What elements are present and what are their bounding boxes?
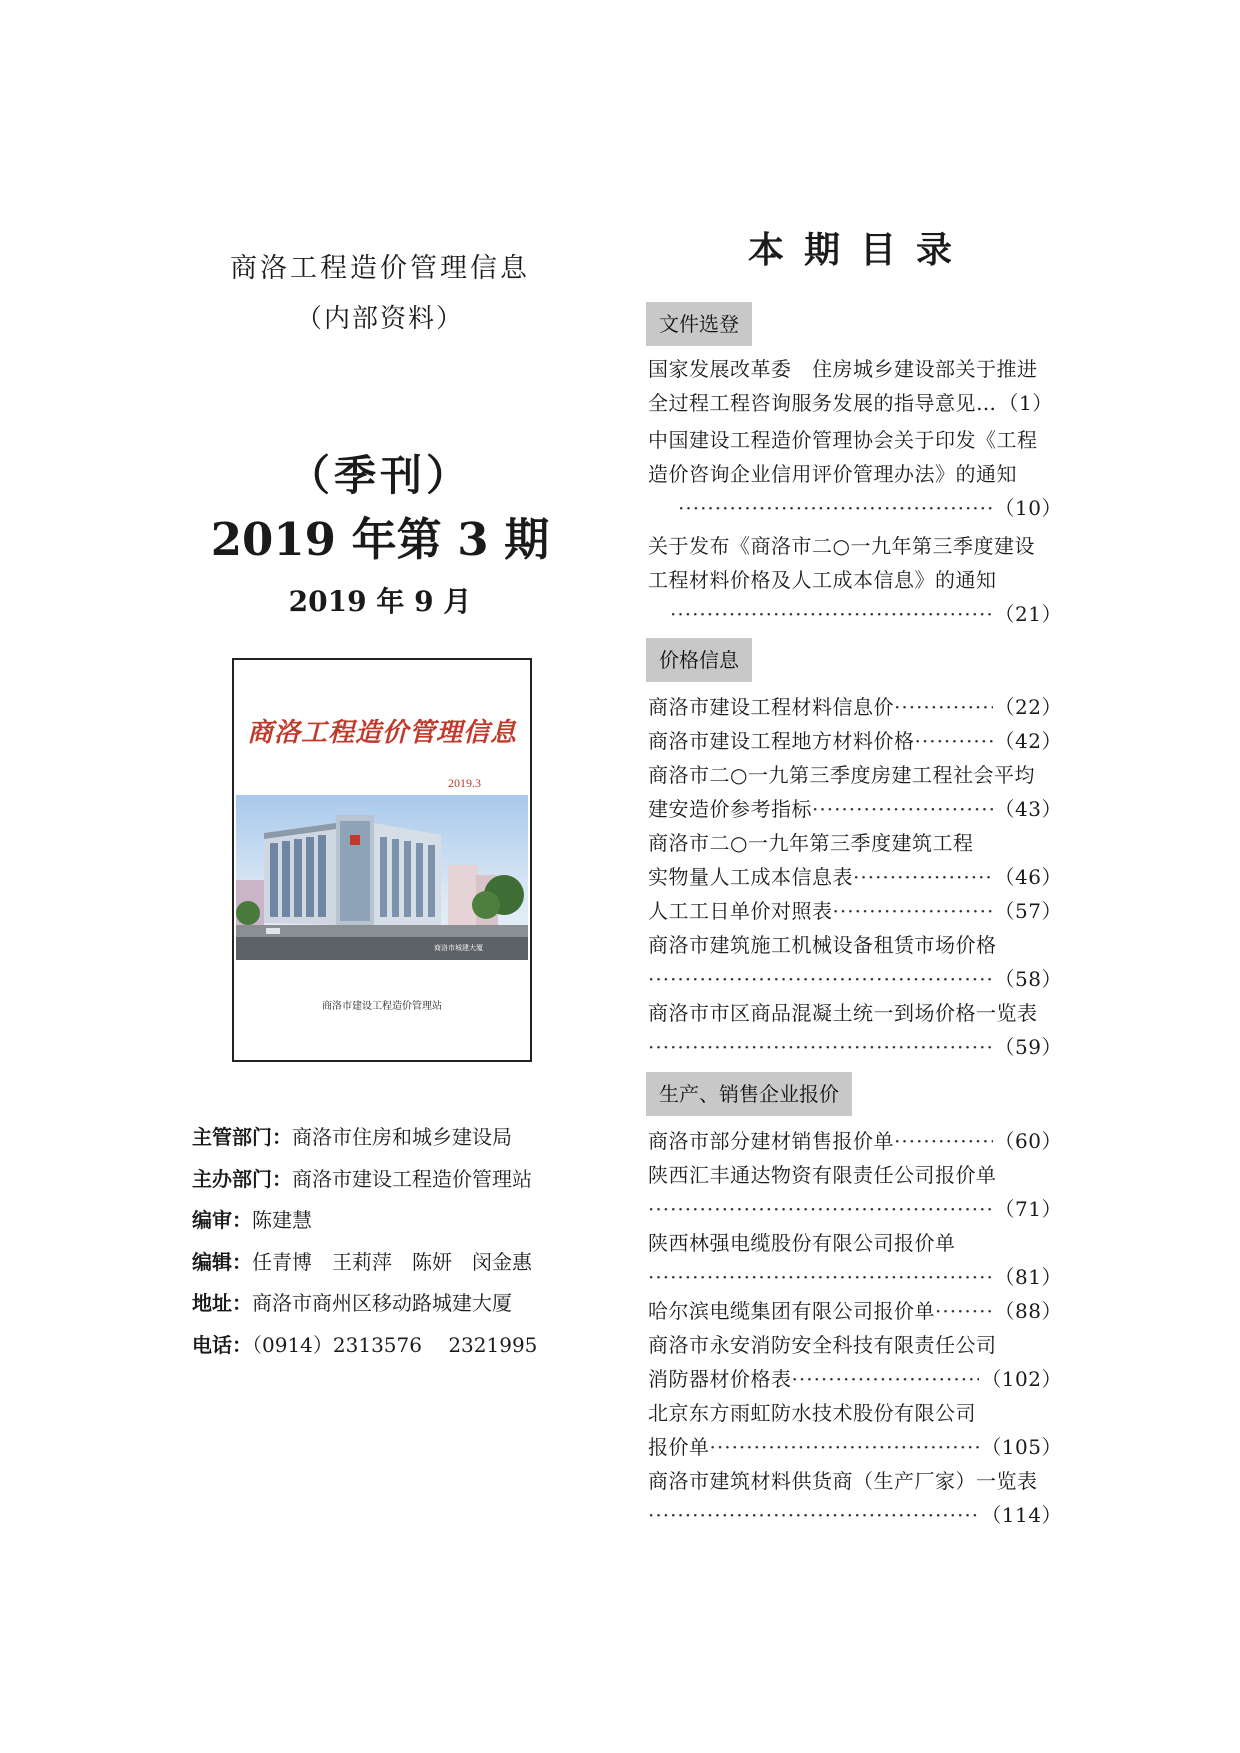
toc-page-number: （59）	[994, 1035, 1062, 1059]
toc-title: 本期目录	[747, 230, 972, 271]
toc-entry[interactable]: 商洛市建筑施工机械设备租赁市场价格 ····· （58）	[648, 928, 1062, 996]
toc-entry[interactable]: 商洛市建筑材料供货商（生产厂家）一览表 ····· （114）	[648, 1464, 1062, 1532]
toc-entry[interactable]: 商洛市市区商品混凝土统一到场价格一览表 ····· （59）	[648, 996, 1062, 1064]
toc-page-number: （22）	[994, 695, 1062, 719]
toc-entry[interactable]: 哈尔滨电缆集团有限公司报价单 ····· （88）	[648, 1294, 1062, 1328]
toc-page-number: （88）	[994, 1299, 1062, 1323]
toc-section-heading: 价格信息	[646, 638, 752, 682]
toc-entry[interactable]: 关于发布《商洛市二○一九年第三季度建设 工程材料价格及人工成本信息》的通知 ····· （21）	[648, 529, 1062, 631]
toc-entry[interactable]: 商洛市二○一九年第三季度建筑工程 实物量人工成本信息表 ····· （46）	[648, 826, 1062, 894]
toc-page-number: （71）	[994, 1197, 1062, 1221]
toc-page-number: （57）	[994, 899, 1062, 923]
credit-supervisor: 主管部门：商洛市住房和城乡建设局	[192, 1125, 512, 1149]
toc-page-number: （21）	[994, 602, 1062, 626]
credit-address: 地址：商洛市商州区移动路城建大厦	[192, 1291, 512, 1315]
cover-building-sign: 商洛市城建大厦	[434, 944, 483, 952]
cover-building-photo	[236, 795, 528, 960]
credit-phone: 电话：（0914）2313576 2321995	[192, 1332, 538, 1357]
cover-issue-mark: 2019.3	[448, 776, 481, 790]
toc-entry[interactable]: 陕西汇丰通达物资有限责任公司报价单 ····· （71）	[648, 1158, 1062, 1226]
credits-block	[192, 1117, 612, 1366]
toc-entry[interactable]: 陕西林强电缆股份有限公司报价单 ····· （81）	[648, 1226, 1062, 1294]
publication-name: 商洛工程造价管理信息	[230, 253, 530, 284]
toc-entry[interactable]: 商洛市永安消防安全科技有限责任公司 消防器材价格表 ····· （102）	[648, 1328, 1062, 1396]
toc-entry[interactable]: 商洛市建设工程材料信息价 ····· （22）	[648, 690, 1062, 724]
toc-entry[interactable]: 商洛市部分建材销售报价单 ····· （60）	[648, 1124, 1062, 1158]
toc-entry[interactable]: 北京东方雨虹防水技术股份有限公司 报价单 ····· （105）	[648, 1396, 1062, 1464]
toc-page-number: （58）	[994, 967, 1062, 991]
credit-editors: 编辑：任青博 王莉萍 陈妍 闵金惠	[192, 1249, 532, 1274]
toc-section-heading: 文件选登	[646, 302, 752, 346]
toc-page-number: （114）	[981, 1503, 1062, 1527]
toc-entry[interactable]: 中国建设工程造价管理协会关于印发《工程 造价咨询企业信用评价管理办法》的通知 ····· （10）	[648, 423, 1062, 525]
toc-page-number: （42）	[994, 729, 1062, 753]
toc-entry[interactable]: 国家发展改革委 住房城乡建设部关于推进 全过程工程咨询服务发展的指导意见… （1）	[648, 352, 1062, 420]
cover-publisher: 商洛市建设工程造价管理站	[322, 1001, 442, 1012]
publication-frequency: （季刊）	[287, 451, 472, 500]
toc-entry[interactable]: 人工工日单价对照表 ····· （57）	[648, 894, 1062, 928]
toc-page-number: （46）	[994, 865, 1062, 889]
toc-page-number: （1）	[998, 391, 1053, 415]
issue-number: 2019 年第 3 期	[210, 513, 550, 566]
cover-thumbnail	[232, 658, 532, 1062]
credit-chief-editor: 编审：陈建慧	[192, 1208, 312, 1232]
toc-page-number: （81）	[994, 1265, 1062, 1289]
toc-entry[interactable]: 商洛市建设工程地方材料价格 ····· （42）	[648, 724, 1062, 758]
toc-entry[interactable]: 商洛市二○一九第三季度房建工程社会平均 建安造价参考指标 ····· （43）	[648, 758, 1062, 826]
toc-section-heading: 生产、销售企业报价	[646, 1072, 852, 1116]
credit-organizer: 主办部门：商洛市建设工程造价管理站	[192, 1166, 532, 1191]
cover-title: 商洛工程造价管理信息	[246, 718, 517, 748]
publication-note: （内部资料）	[295, 304, 464, 334]
toc-page-number: （102）	[981, 1367, 1062, 1391]
issue-date: 2019 年 9 月	[288, 585, 472, 618]
toc-page-number: （10）	[994, 496, 1062, 520]
toc-page-number: （43）	[994, 797, 1062, 821]
toc-page-number: （105）	[981, 1435, 1062, 1459]
toc-page-number: （60）	[994, 1129, 1062, 1153]
